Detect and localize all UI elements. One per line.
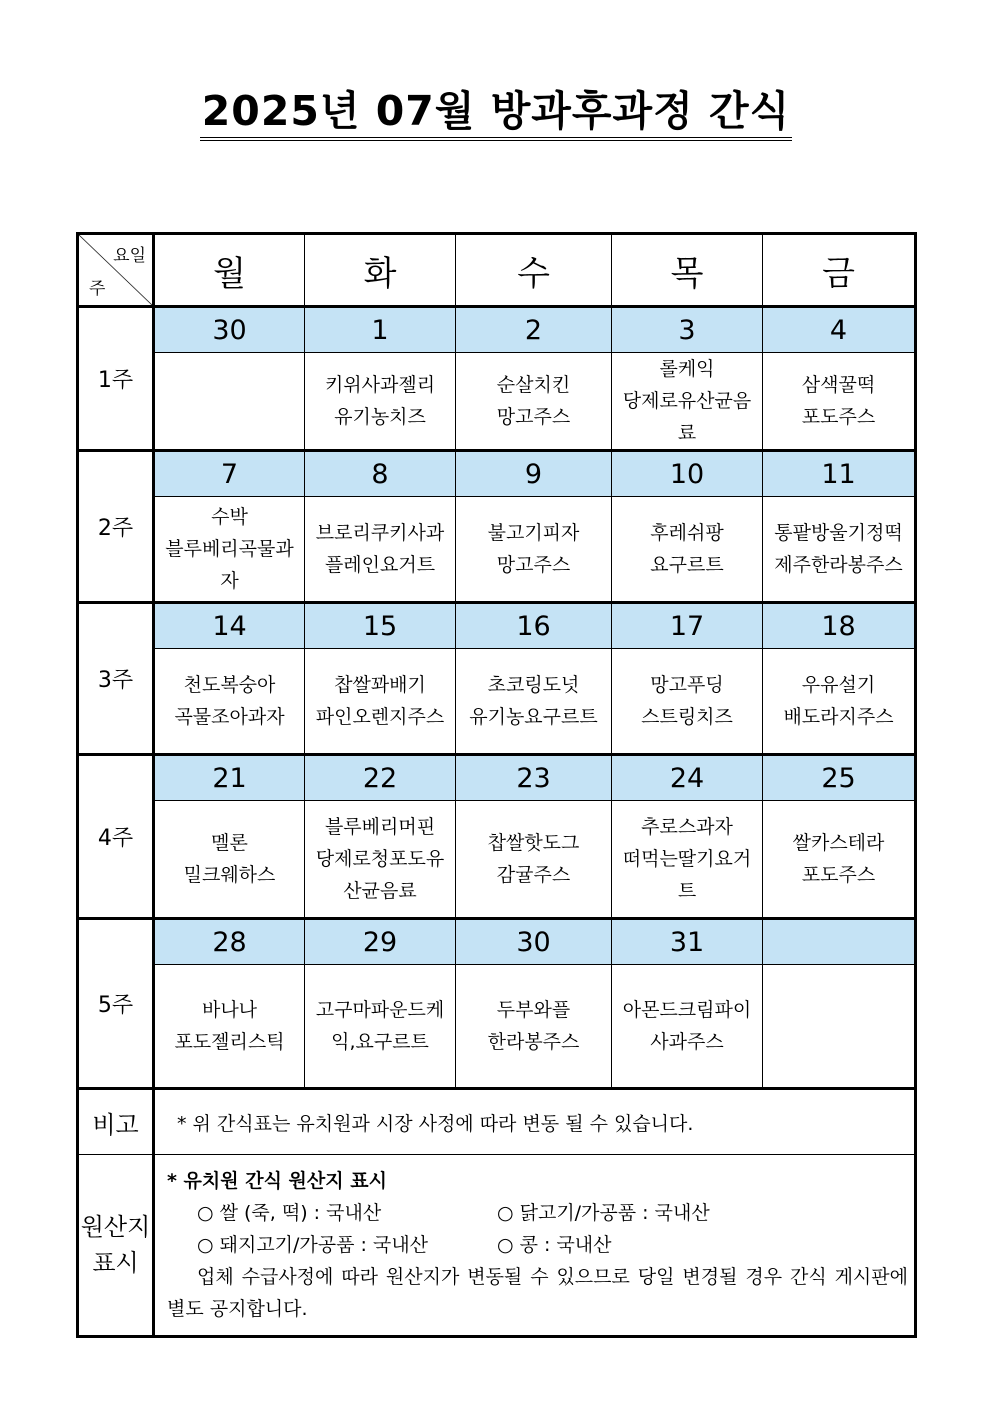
origin-item-pork: ○ 돼지고기/가공품 : 국내산 xyxy=(197,1234,429,1256)
date-cell-wed: 23 xyxy=(456,755,612,801)
week-label: 5주 xyxy=(78,919,154,1089)
snack-cell-thu xyxy=(612,649,763,755)
snack-line: 롤케익 xyxy=(659,358,715,380)
snack-menu-table xyxy=(76,232,917,1338)
date-cell-mon: 14 xyxy=(154,603,305,649)
snack-line: 브로리쿠키사과 xyxy=(315,522,445,544)
notes-row xyxy=(78,1089,916,1155)
date-cell-thu: 3 xyxy=(612,307,763,353)
snack-cell-tue xyxy=(305,801,456,919)
snack-cell-mon xyxy=(154,649,305,755)
snack-cell-tue xyxy=(305,353,456,451)
snack-line: 사과주스 xyxy=(650,1031,724,1053)
origin-label-line2: 표시 xyxy=(92,1249,139,1277)
snack-line: 아몬드크림파이 xyxy=(622,999,752,1021)
day-header-thu: 목 xyxy=(612,234,763,307)
date-cell-fri: 25 xyxy=(763,755,916,801)
week-label: 1주 xyxy=(78,307,154,451)
week-1-snack-row xyxy=(78,353,916,451)
snack-line: 유기농치즈 xyxy=(334,406,426,428)
snack-line: 한라봉주스 xyxy=(487,1031,580,1053)
snack-line: 자 xyxy=(220,570,239,592)
snack-line: 제주한라봉주스 xyxy=(774,554,903,576)
date-cell-wed: 9 xyxy=(456,451,612,497)
snack-line: 당제로유산균음 xyxy=(622,390,752,412)
week-3-snack-row xyxy=(78,649,916,755)
date-cell-mon: 7 xyxy=(154,451,305,497)
snack-line: 스트링치즈 xyxy=(641,706,733,728)
notes-text: * 위 간식표는 유치원과 시장 사정에 따라 변동 될 수 있습니다. xyxy=(154,1089,916,1155)
day-header-fri: 금 xyxy=(763,234,916,307)
origin-row-1 xyxy=(167,1197,908,1229)
origin-item-rice: ○ 쌀 (죽, 떡) : 국내산 xyxy=(197,1202,382,1224)
snack-cell-tue xyxy=(305,497,456,603)
origin-title: * 유치원 간식 원산지 표시 xyxy=(167,1170,387,1192)
header-row xyxy=(78,234,916,307)
origin-label-line1: 원산지 xyxy=(80,1213,151,1241)
snack-cell-thu xyxy=(612,965,763,1089)
origin-row-2 xyxy=(167,1229,908,1261)
snack-line: 당제로청포도유 xyxy=(315,848,445,870)
snack-cell-mon xyxy=(154,497,305,603)
date-cell-wed: 16 xyxy=(456,603,612,649)
snack-cell-wed xyxy=(456,649,612,755)
snack-cell-tue xyxy=(305,965,456,1089)
week-4-snack-row xyxy=(78,801,916,919)
date-cell-mon: 28 xyxy=(154,919,305,965)
corner-day-label: 요일 xyxy=(113,246,146,266)
snack-cell-thu xyxy=(612,353,763,451)
snack-line: 찹쌀꽈배기 xyxy=(334,674,426,696)
week-label: 3주 xyxy=(78,603,154,755)
snack-cell-wed xyxy=(456,965,612,1089)
week-5-snack-row xyxy=(78,965,916,1089)
notes-label: 비고 xyxy=(78,1089,154,1155)
corner-cell xyxy=(78,234,154,307)
date-cell-wed: 2 xyxy=(456,307,612,353)
snack-line: 불고기피자 xyxy=(487,522,580,544)
date-cell-mon: 30 xyxy=(154,307,305,353)
snack-line: 떠먹는딸기요거 xyxy=(622,848,752,870)
snack-line: 초코링도넛 xyxy=(487,674,580,696)
snack-line: 망고푸딩 xyxy=(650,674,724,696)
week-label: 2주 xyxy=(78,451,154,603)
snack-line: 고구마파운드케 xyxy=(315,999,445,1021)
snack-line: 쌀카스테라 xyxy=(792,832,885,854)
origin-row xyxy=(78,1155,916,1337)
snack-cell-fri xyxy=(763,965,916,1089)
date-cell-fri: 4 xyxy=(763,307,916,353)
snack-line: 망고주스 xyxy=(496,554,571,576)
snack-line: 키위사과젤리 xyxy=(324,374,436,396)
snack-line: 블루베리곡물과 xyxy=(165,538,294,560)
snack-line: 우유설기 xyxy=(801,674,876,696)
day-header-mon: 월 xyxy=(154,234,305,307)
date-cell-mon: 21 xyxy=(154,755,305,801)
snack-cell-tue xyxy=(305,649,456,755)
snack-cell-mon xyxy=(154,965,305,1089)
date-cell-fri xyxy=(763,919,916,965)
date-cell-thu: 24 xyxy=(612,755,763,801)
day-header-wed: 수 xyxy=(456,234,612,307)
snack-line: 트 xyxy=(677,880,697,902)
snack-cell-thu xyxy=(612,497,763,603)
snack-line: 유기농요구르트 xyxy=(469,706,598,728)
date-cell-tue: 22 xyxy=(305,755,456,801)
snack-line: 배도라지주스 xyxy=(783,706,894,728)
snack-line: 순살치킨 xyxy=(496,374,571,396)
snack-line: 플레인요거트 xyxy=(324,554,436,576)
snack-line: 밀크웨하스 xyxy=(183,864,276,886)
snack-line: 곡물조아과자 xyxy=(174,706,285,728)
origin-label xyxy=(78,1155,154,1337)
snack-line: 블루베리머핀 xyxy=(324,816,436,838)
snack-line: 바나나 xyxy=(201,999,258,1021)
origin-content xyxy=(154,1155,916,1337)
snack-line: 삼색꿀떡 xyxy=(801,374,876,396)
date-cell-tue: 29 xyxy=(305,919,456,965)
snack-cell-fri xyxy=(763,801,916,919)
week-3-date-row xyxy=(78,603,916,649)
origin-item-chicken: ○ 닭고기/가공품 : 국내산 xyxy=(497,1202,710,1224)
weeks-body xyxy=(78,307,916,1089)
week-2-date-row xyxy=(78,451,916,497)
snack-line: 감귤주스 xyxy=(496,864,571,886)
week-4-date-row xyxy=(78,755,916,801)
snack-line: 후레쉬팡 xyxy=(650,522,724,544)
week-1-date-row xyxy=(78,307,916,353)
week-label: 4주 xyxy=(78,755,154,919)
snack-line: 요구르트 xyxy=(650,554,724,576)
snack-line: 망고주스 xyxy=(496,406,571,428)
snack-line: 포도주스 xyxy=(801,864,876,886)
snack-line: 료 xyxy=(677,422,697,444)
snack-line: 천도복숭아 xyxy=(183,674,276,696)
date-cell-fri: 11 xyxy=(763,451,916,497)
snack-cell-fri xyxy=(763,497,916,603)
snack-line: 포도젤리스틱 xyxy=(174,1031,285,1053)
origin-note: 업체 수급사정에 따라 원산지가 변동될 수 있으므로 당일 변경될 경우 간식 게시판에 별도 공지합니다. xyxy=(167,1266,908,1320)
date-cell-wed: 30 xyxy=(456,919,612,965)
date-cell-tue: 15 xyxy=(305,603,456,649)
snack-cell-fri xyxy=(763,649,916,755)
day-header-tue: 화 xyxy=(305,234,456,307)
week-2-snack-row xyxy=(78,497,916,603)
snack-line: 통팥방울기정떡 xyxy=(774,522,903,544)
snack-line: 산균음료 xyxy=(343,880,417,902)
date-cell-thu: 10 xyxy=(612,451,763,497)
snack-line: 익,요구르트 xyxy=(331,1031,429,1053)
date-cell-tue: 8 xyxy=(305,451,456,497)
date-cell-thu: 31 xyxy=(612,919,763,965)
page-title-wrap xyxy=(0,88,992,141)
week-5-date-row xyxy=(78,919,916,965)
snack-cell-wed xyxy=(456,353,612,451)
snack-line: 두부와플 xyxy=(496,999,571,1021)
date-cell-fri: 18 xyxy=(763,603,916,649)
snack-cell-mon xyxy=(154,353,305,451)
snack-line: 찹쌀핫도그 xyxy=(487,832,580,854)
corner-week-label: 주 xyxy=(89,279,106,299)
snack-cell-mon xyxy=(154,801,305,919)
page-title: 2025년 07월 방과후과정 간식 xyxy=(200,88,792,141)
snack-cell-wed xyxy=(456,497,612,603)
snack-line: 멜론 xyxy=(211,832,248,854)
snack-line: 파인오렌지주스 xyxy=(315,706,445,728)
snack-cell-wed xyxy=(456,801,612,919)
snack-cell-thu xyxy=(612,801,763,919)
snack-line: 추로스과자 xyxy=(641,816,733,838)
snack-line: 포도주스 xyxy=(801,406,876,428)
origin-item-bean: ○ 콩 : 국내산 xyxy=(497,1234,612,1256)
snack-line: 수박 xyxy=(211,506,248,528)
date-cell-thu: 17 xyxy=(612,603,763,649)
date-cell-tue: 1 xyxy=(305,307,456,353)
snack-cell-fri xyxy=(763,353,916,451)
